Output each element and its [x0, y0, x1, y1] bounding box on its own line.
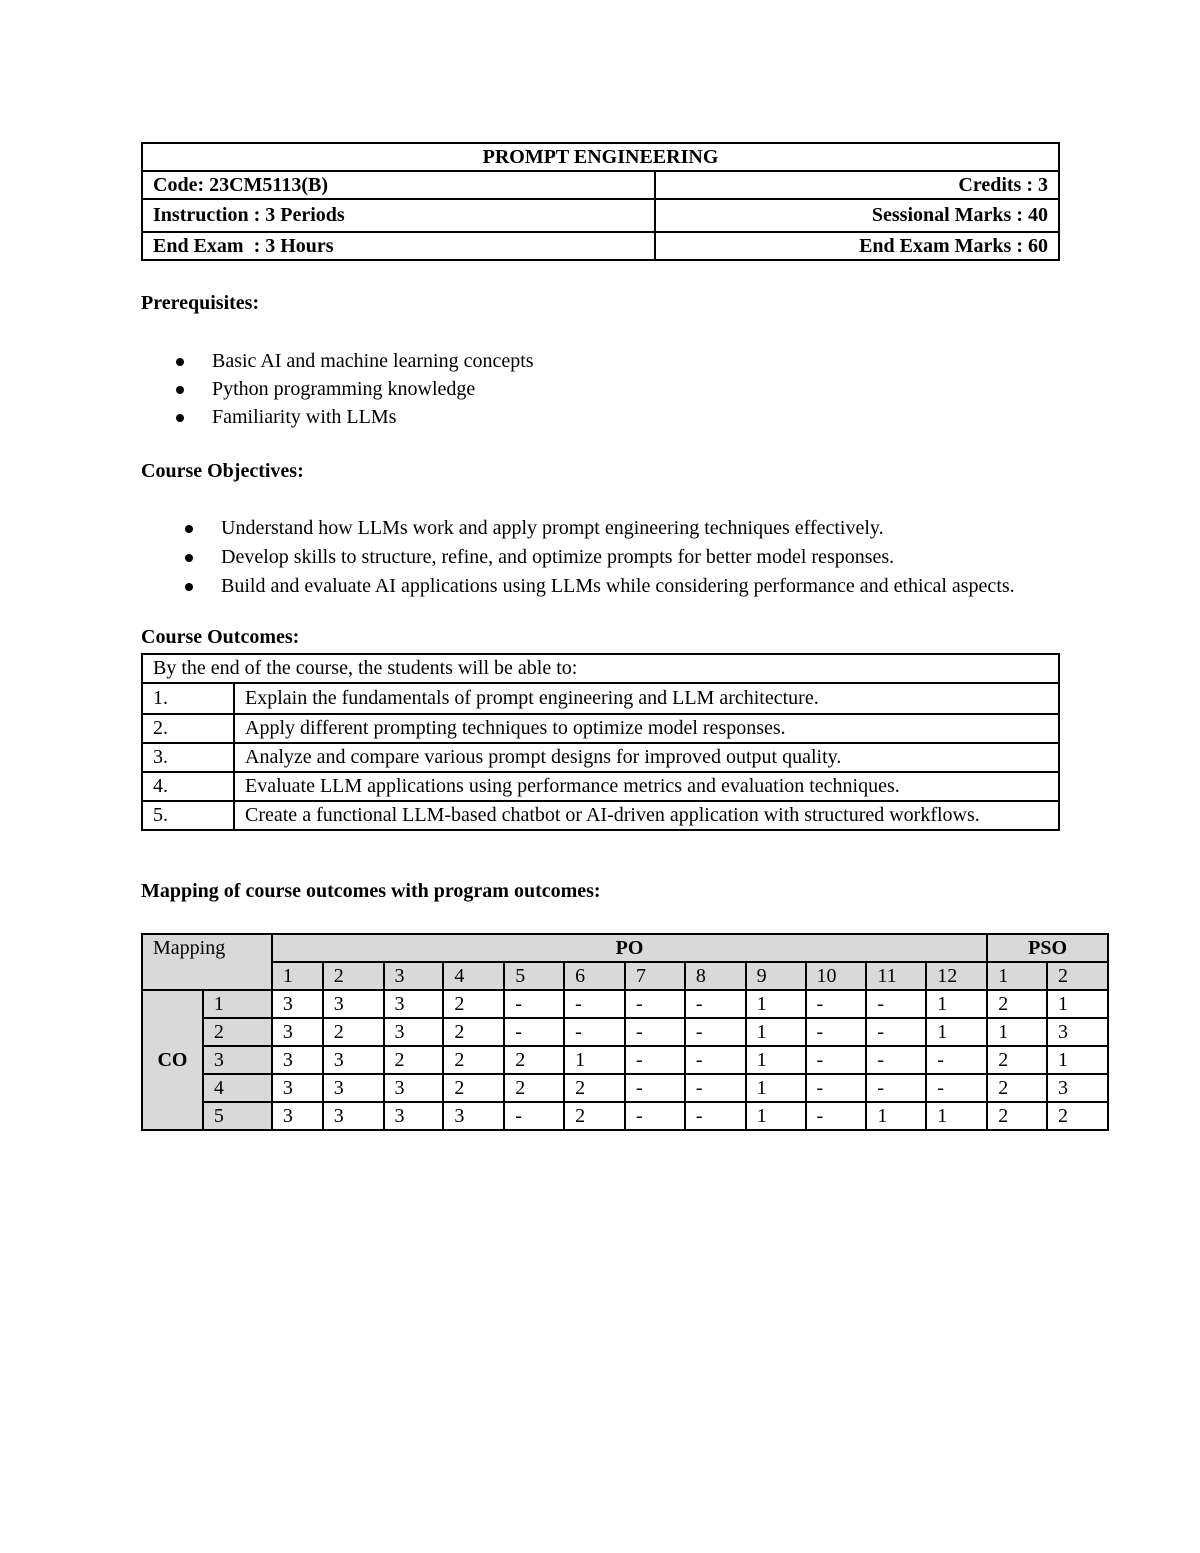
po-number-header: 12	[926, 962, 987, 990]
outcome-number: 3.	[142, 743, 234, 772]
pso-value-cell: 2	[987, 1074, 1047, 1102]
list-item: Basic AI and machine learning concepts	[141, 347, 1060, 375]
po-number-header: 10	[806, 962, 867, 990]
po-value-cell: 3	[443, 1102, 504, 1130]
po-value-cell: -	[685, 990, 746, 1018]
co-label: CO	[142, 990, 203, 1130]
po-value-cell: -	[625, 1102, 685, 1130]
table-row	[142, 1074, 1108, 1102]
pso-value-cell: 1	[1047, 1046, 1108, 1074]
outcome-text: Apply different prompting techniques to optimize model responses.	[234, 714, 1059, 743]
course-code: Code: 23CM5113(B)	[142, 171, 655, 199]
table-row	[142, 743, 1059, 772]
po-value-cell: 2	[443, 1074, 504, 1102]
outcomes-intro: By the end of the course, the students will be able to:	[142, 654, 1059, 683]
po-value-cell: 1	[746, 1102, 806, 1130]
po-value-cell: -	[504, 1018, 564, 1046]
po-value-cell: -	[866, 1046, 926, 1074]
course-outcomes-table	[141, 653, 1060, 831]
table-row	[142, 772, 1059, 801]
prerequisites-heading: Prerequisites:	[141, 292, 260, 314]
po-value-cell: 2	[564, 1102, 625, 1130]
po-number-header: 2	[323, 962, 384, 990]
po-value-cell: -	[866, 990, 926, 1018]
po-value-cell: -	[625, 1018, 685, 1046]
po-number-header: 6	[564, 962, 625, 990]
objectives-heading: Course Objectives:	[141, 460, 304, 482]
po-value-cell: -	[806, 1074, 867, 1102]
po-value-cell: -	[564, 990, 625, 1018]
list-item: Develop skills to structure, refine, and optimize prompts for better model responses.	[141, 543, 1060, 571]
po-value-cell: 3	[323, 1046, 384, 1074]
po-value-cell: -	[564, 1018, 625, 1046]
course-header-table	[141, 142, 1060, 261]
po-value-cell: 3	[272, 1018, 323, 1046]
list-item: Familiarity with LLMs	[141, 403, 1060, 431]
po-value-cell: -	[625, 1074, 685, 1102]
table-row	[142, 962, 1108, 990]
mapping-heading: Mapping of course outcomes with program outcomes:	[141, 880, 601, 902]
pso-number-header: 1	[987, 962, 1047, 990]
po-value-cell: 1	[746, 1074, 806, 1102]
table-row	[142, 1102, 1108, 1130]
po-number-header: 3	[384, 962, 444, 990]
pso-number-header: 2	[1047, 962, 1108, 990]
pso-value-cell: 3	[1047, 1018, 1108, 1046]
po-value-cell: 1	[564, 1046, 625, 1074]
po-value-cell: 1	[926, 1102, 987, 1130]
table-row	[142, 801, 1059, 830]
list-item: Build and evaluate AI applications using LLMs while considering performance and ethical aspects.	[141, 572, 1060, 600]
po-value-cell: -	[806, 1018, 867, 1046]
po-number-header: 4	[443, 962, 504, 990]
course-credits: Credits : 3	[655, 171, 1059, 199]
po-value-cell: -	[685, 1018, 746, 1046]
po-value-cell: 3	[323, 1102, 384, 1130]
po-value-cell: 2	[323, 1018, 384, 1046]
mapping-corner-label: Mapping	[142, 934, 272, 990]
list-item: Python programming knowledge	[141, 375, 1060, 403]
outcome-number: 4.	[142, 772, 234, 801]
po-value-cell: -	[504, 1102, 564, 1130]
po-value-cell: -	[685, 1074, 746, 1102]
po-number-header: 7	[625, 962, 685, 990]
outcome-text: Analyze and compare various prompt designs for improved output quality.	[234, 743, 1059, 772]
po-value-cell: 3	[384, 990, 444, 1018]
po-value-cell: -	[504, 990, 564, 1018]
pso-value-cell: 2	[987, 990, 1047, 1018]
co-number: 1	[203, 990, 272, 1018]
co-number: 5	[203, 1102, 272, 1130]
po-number-header: 9	[746, 962, 806, 990]
po-header: PO	[272, 934, 987, 962]
outcome-text: Evaluate LLM applications using performance metrics and evaluation techniques.	[234, 772, 1059, 801]
po-value-cell: 3	[323, 1074, 384, 1102]
outcome-text: Explain the fundamentals of prompt engineering and LLM architecture.	[234, 683, 1059, 714]
pso-value-cell: 2	[987, 1102, 1047, 1130]
po-value-cell: -	[806, 990, 867, 1018]
po-value-cell: 2	[504, 1074, 564, 1102]
table-row	[142, 1018, 1108, 1046]
po-number-header: 11	[866, 962, 926, 990]
po-value-cell: 2	[443, 990, 504, 1018]
outcome-number: 2.	[142, 714, 234, 743]
po-value-cell: -	[625, 990, 685, 1018]
po-number-header: 8	[685, 962, 746, 990]
po-value-cell: -	[685, 1102, 746, 1130]
po-value-cell: 3	[384, 1074, 444, 1102]
pso-value-cell: 3	[1047, 1074, 1108, 1102]
course-title: PROMPT ENGINEERING	[142, 143, 1059, 171]
pso-value-cell: 2	[1047, 1102, 1108, 1130]
table-row	[142, 714, 1059, 743]
po-value-cell: 3	[384, 1018, 444, 1046]
po-value-cell: 3	[272, 1102, 323, 1130]
po-value-cell: 1	[746, 1018, 806, 1046]
po-value-cell: 3	[272, 1074, 323, 1102]
po-value-cell: 2	[443, 1018, 504, 1046]
po-value-cell: 3	[272, 990, 323, 1018]
po-value-cell: -	[866, 1018, 926, 1046]
prerequisites-list	[141, 347, 1060, 431]
list-item: Understand how LLMs work and apply prompt engineering techniques effectively.	[141, 514, 1060, 542]
po-value-cell: 1	[866, 1102, 926, 1130]
po-value-cell: -	[926, 1046, 987, 1074]
po-number-header: 1	[272, 962, 323, 990]
po-value-cell: 2	[443, 1046, 504, 1074]
outcome-text: Create a functional LLM-based chatbot or AI-driven application with structured workflows.	[234, 801, 1059, 830]
po-number-header: 5	[504, 962, 564, 990]
pso-value-cell: 1	[1047, 990, 1108, 1018]
po-value-cell: -	[806, 1046, 867, 1074]
po-value-cell: 2	[384, 1046, 444, 1074]
po-value-cell: -	[806, 1102, 867, 1130]
po-value-cell: 1	[746, 990, 806, 1018]
pso-header: PSO	[987, 934, 1108, 962]
co-number: 3	[203, 1046, 272, 1074]
course-instruction: Instruction : 3 Periods	[142, 199, 655, 232]
pso-value-cell: 1	[987, 1018, 1047, 1046]
table-row	[142, 683, 1059, 714]
objectives-list	[141, 514, 1060, 600]
co-number: 2	[203, 1018, 272, 1046]
po-value-cell: -	[625, 1046, 685, 1074]
po-value-cell: 3	[323, 990, 384, 1018]
po-value-cell: 3	[384, 1102, 444, 1130]
sessional-marks: Sessional Marks : 40	[655, 199, 1059, 232]
outcome-number: 5.	[142, 801, 234, 830]
po-value-cell: -	[685, 1046, 746, 1074]
outcomes-heading: Course Outcomes:	[141, 626, 300, 648]
end-exam-duration: End Exam : 3 Hours	[142, 232, 655, 260]
pso-value-cell: 2	[987, 1046, 1047, 1074]
table-row	[142, 1046, 1108, 1074]
po-value-cell: 2	[504, 1046, 564, 1074]
co-number: 4	[203, 1074, 272, 1102]
po-value-cell: 3	[272, 1046, 323, 1074]
po-value-cell: -	[866, 1074, 926, 1102]
end-exam-marks: End Exam Marks : 60	[655, 232, 1059, 260]
po-value-cell: 1	[746, 1046, 806, 1074]
table-row	[142, 990, 1108, 1018]
po-value-cell: 1	[926, 990, 987, 1018]
co-po-mapping-table	[141, 933, 1109, 1131]
outcome-number: 1.	[142, 683, 234, 714]
po-value-cell: -	[926, 1074, 987, 1102]
po-value-cell: 2	[564, 1074, 625, 1102]
po-value-cell: 1	[926, 1018, 987, 1046]
